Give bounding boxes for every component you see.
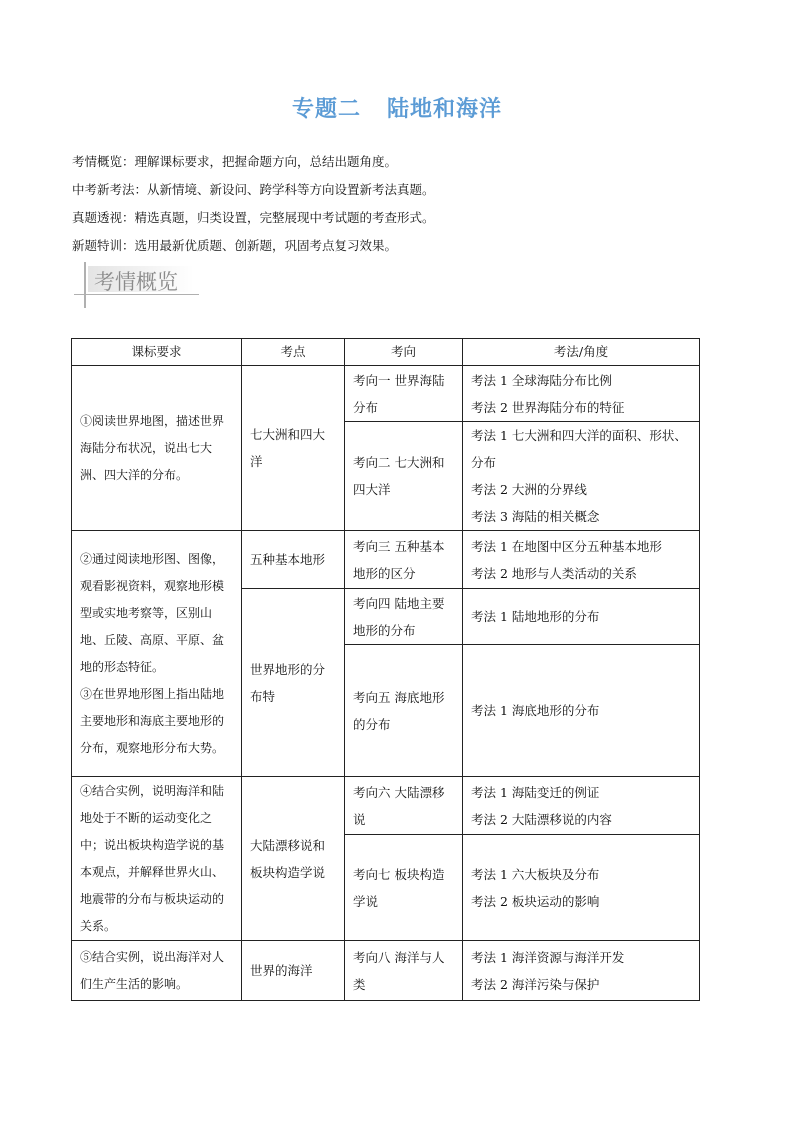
section-heading (74, 262, 204, 308)
method-line: 考法 3 海陆的相关概念 (471, 509, 600, 524)
header-keypoint: 考点 (242, 339, 345, 366)
header-method: 考法/角度 (463, 339, 700, 366)
table-row (72, 531, 700, 589)
direction-cell: 考向二 七大洲和四大洋 (345, 422, 463, 531)
method-cell (463, 941, 700, 1001)
method-line: 考法 1 全球海陆分布比例 (471, 372, 612, 388)
method-line: 考法 2 大陆漂移说的内容 (471, 811, 612, 827)
table-row (72, 777, 700, 835)
intro-line: 真题透视：精选真题，归类设置，完整展现中考试题的考查形式。 (72, 210, 435, 225)
direction-cell: 考向五 海底地形的分布 (345, 645, 463, 777)
method-line: 考法 1 海陆变迁的例证 (471, 784, 600, 800)
title-part1: 专题二 (291, 97, 361, 122)
method-cell: 考法 1 陆地地形的分布 (463, 589, 700, 645)
direction-cell: 考向一 世界海陆分布 (345, 366, 463, 422)
keypoint-cell: 世界的海洋 (242, 941, 345, 1001)
method-cell (463, 777, 700, 835)
section-heading-label: 考情概览 (94, 270, 178, 294)
intro-line: 考情概览：理解课标要求，把握命题方向，总结出题角度。 (72, 154, 398, 169)
requirement-para: ②通过阅读地形图、图像，观看影视资料，观察地形模型或实地考察等，区别山地、丘陵、高原、平原、盆地的形态特征。 (80, 551, 225, 674)
keypoint-cell: 大陆漂移说和板块构造学说 (242, 777, 345, 941)
method-cell (463, 422, 700, 531)
table-header-row (72, 339, 700, 366)
intro-line: 新题特训：选用最新优质题、创新题，巩固考点复习效果。 (72, 238, 398, 253)
header-direction: 考向 (345, 339, 463, 366)
keypoint-cell: 五种基本地形 (242, 531, 345, 589)
method-line: 考法 1 海洋资源与海洋开发 (471, 949, 625, 965)
direction-cell: 考向六 大陆漂移说 (345, 777, 463, 835)
requirement-cell (72, 531, 242, 777)
keypoint-cell: 七大洲和四大洋 (242, 366, 345, 531)
method-cell (463, 366, 700, 422)
method-cell (463, 531, 700, 589)
requirement-cell: ⑤结合实例，说出海洋对人们生产生活的影响。 (72, 941, 242, 1001)
intro-list (72, 148, 435, 260)
method-line: 考法 1 七大洲和四大洋的面积、形状、分布 (471, 428, 687, 470)
keypoint-cell: 世界地形的分布特 (242, 589, 345, 777)
exam-table (71, 338, 700, 1001)
method-line: 考法 2 板块运动的影响 (471, 893, 600, 909)
header-requirement: 课标要求 (72, 339, 242, 366)
intro-line: 中考新考法：从新情境、新设问、跨学科等方向设置新考法真题。 (72, 182, 435, 197)
method-line: 考法 1 在地图中区分五种基本地形 (471, 538, 662, 554)
heading-bar (84, 262, 86, 308)
table-row (72, 941, 700, 1001)
direction-cell: 考向七 板块构造学说 (345, 835, 463, 941)
requirement-cell: ①阅读世界地图，描述世界海陆分布状况，说出七大洲、四大洋的分布。 (72, 366, 242, 531)
table-row (72, 366, 700, 422)
method-line: 考法 2 地形与人类活动的关系 (471, 565, 637, 581)
title-part2: 陆地和海洋 (387, 97, 503, 122)
requirement-cell: ④结合实例，说明海洋和陆地处于不断的运动变化之中；说出板块构造学说的基本观点，并解释世界火山、地震带的分布与板块运动的关系。 (72, 777, 242, 941)
requirement-para: ③在世界地形图上指出陆地主要地形和海底主要地形的分布，观察地形分布大势。 (80, 686, 225, 755)
method-line: 考法 2 海洋污染与保护 (471, 976, 600, 992)
direction-cell: 考向三 五种基本地形的区分 (345, 531, 463, 589)
direction-cell: 考向四 陆地主要地形的分布 (345, 589, 463, 645)
method-cell (463, 835, 700, 941)
direction-cell: 考向八 海洋与人类 (345, 941, 463, 1001)
method-cell: 考法 1 海底地形的分布 (463, 645, 700, 777)
method-line: 考法 2 世界海陆分布的特征 (471, 399, 625, 415)
method-line: 考法 2 大洲的分界线 (471, 482, 587, 497)
method-line: 考法 1 六大板块及分布 (471, 866, 600, 882)
page-title (0, 92, 794, 123)
